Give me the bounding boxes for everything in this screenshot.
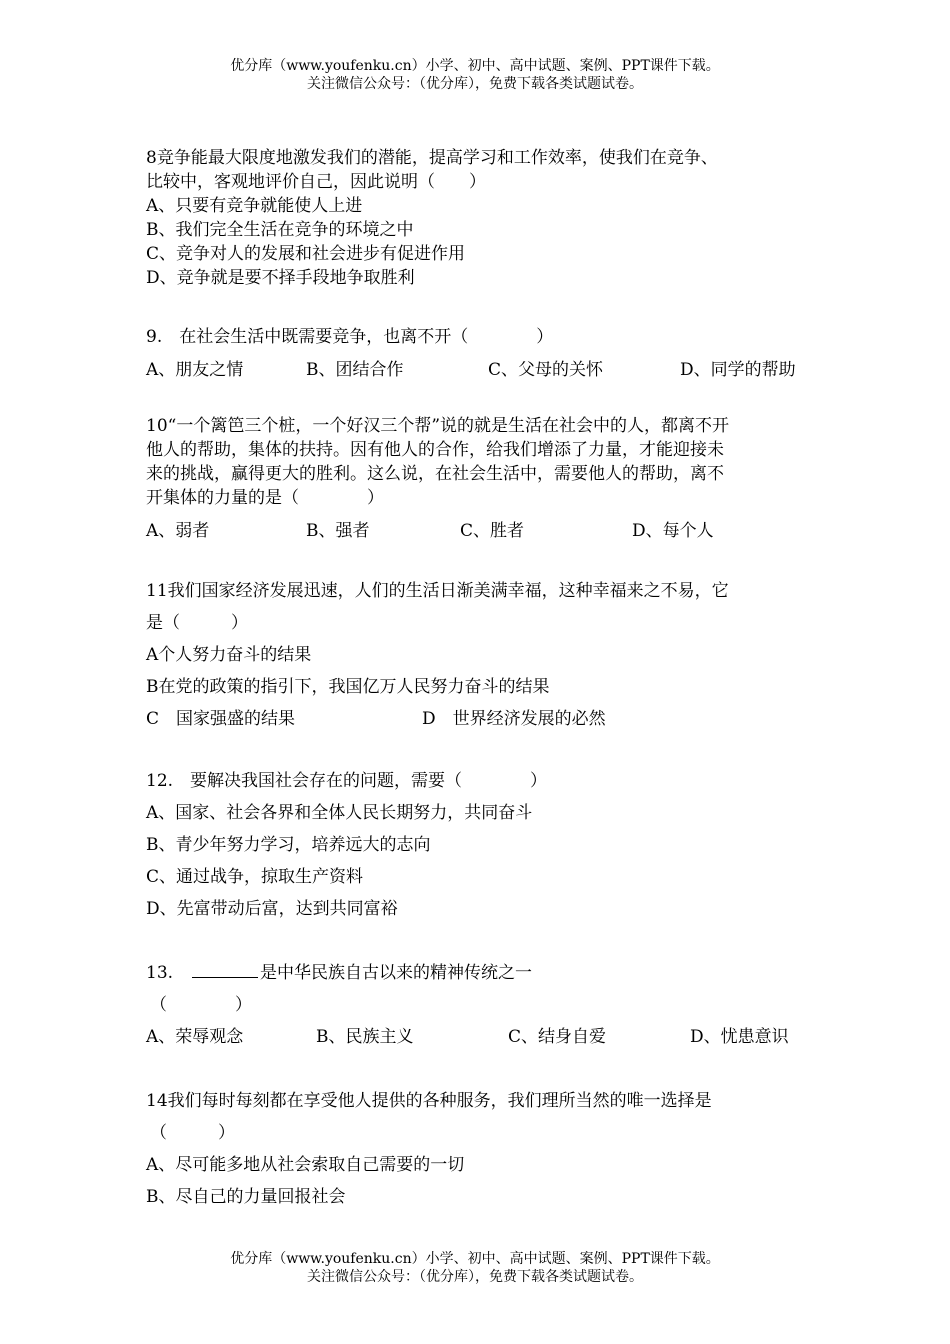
question-text-line: 比较中，客观地评价自己，因此说明（ ） xyxy=(146,172,486,192)
option-b: B、我们完全生活在竞争的环境之中 xyxy=(146,220,414,240)
question-text-line: 来的挑战，赢得更大的胜利。这么说，在社会生活中，需要他人的帮助，离不 xyxy=(146,464,724,484)
option-b: B、民族主义 xyxy=(316,1027,414,1047)
header-line-2: 关注微信公众号：（优分库），免费下载各类试题试卷。 xyxy=(307,76,643,92)
footer-line-2: 关注微信公众号：（优分库），免费下载各类试题试卷。 xyxy=(307,1269,643,1285)
question-stem: 9. 在社会生活中既需要竞争，也离不开（ ） xyxy=(146,327,554,347)
option-a: A、荣辱观念 xyxy=(146,1027,244,1047)
option-c: C、结身自爱 xyxy=(508,1027,607,1047)
question-stem: 12. 要解决我国社会存在的问题，需要（ ） xyxy=(146,771,548,791)
question-text-line: 10“一个篱笆三个桩，一个好汉三个帮”说的就是生活在社会中的人，都离不开 xyxy=(146,416,730,436)
question-text-line: 是（ ） xyxy=(146,613,248,633)
option-d: D、每个人 xyxy=(632,521,714,541)
option-a: A、朋友之情 xyxy=(146,360,244,380)
page-header xyxy=(0,57,950,93)
option-a: A、弱者 xyxy=(146,521,210,541)
question-text-line: 8竞争能最大限度地激发我们的潜能，提高学习和工作效率，使我们在竞争、 xyxy=(146,148,718,168)
option-c: C、竞争对人的发展和社会进步有促进作用 xyxy=(146,244,466,264)
question-9 xyxy=(146,325,806,385)
question-12 xyxy=(146,765,806,925)
option-c: C、通过战争，掠取生产资料 xyxy=(146,867,364,887)
option-d: D、竞争就是要不择手段地争取胜利 xyxy=(146,268,415,288)
option-c: C 国家强盛的结果 xyxy=(146,709,296,729)
footer-line-1: 优分库（www.youfenku.cn）小学、初中、高中试题、案例、PPT课件下载。 xyxy=(230,1251,720,1267)
option-a: A、只要有竞争就能使人上进 xyxy=(146,196,363,216)
question-text-line: 11我们国家经济发展迅速，人们的生活日渐美满幸福，这种幸福来之不易，它 xyxy=(146,581,729,601)
question-8 xyxy=(146,146,806,290)
question-text: 是中华民族自古以来的精神传统之一 xyxy=(260,963,533,983)
option-d: D、忧患意识 xyxy=(690,1027,789,1047)
question-stem: 14我们每时每刻都在享受他人提供的各种服务，我们理所当然的唯一选择是 xyxy=(146,1091,712,1111)
option-a: A、国家、社会各界和全体人民长期努力，共同奋斗 xyxy=(146,803,533,823)
question-11 xyxy=(146,575,806,735)
option-c: C、胜者 xyxy=(460,521,525,541)
option-d: D、先富带动后富，达到共同富裕 xyxy=(146,899,398,919)
option-b: B、尽自己的力量回报社会 xyxy=(146,1187,346,1207)
answer-paren: （ ） xyxy=(150,995,252,1015)
option-b: B、团结合作 xyxy=(306,360,404,380)
question-number: 13. xyxy=(146,963,191,983)
page-footer xyxy=(0,1250,950,1286)
header-line-1: 优分库（www.youfenku.cn）小学、初中、高中试题、案例、PPT课件下载。 xyxy=(230,58,720,74)
option-a: A个人努力奋斗的结果 xyxy=(146,645,312,665)
answer-paren: （ ） xyxy=(150,1123,235,1143)
question-13 xyxy=(146,957,806,1053)
option-b: B、青少年努力学习，培养远大的志向 xyxy=(146,835,431,855)
option-d: D、同学的帮助 xyxy=(680,360,796,380)
question-stem xyxy=(146,957,806,989)
fill-blank xyxy=(192,963,258,978)
question-14 xyxy=(146,1085,806,1213)
option-d: D 世界经济发展的必然 xyxy=(422,709,606,729)
question-text-line: 开集体的力量的是（ ） xyxy=(146,488,384,508)
question-text-line: 他人的帮助，集体的扶持。因有他人的合作，给我们增添了力量，才能迎接未 xyxy=(146,440,724,460)
question-10 xyxy=(146,414,806,546)
option-a: A、尽可能多地从社会索取自己需要的一切 xyxy=(146,1155,465,1175)
option-c: C、父母的关怀 xyxy=(488,360,604,380)
option-b: B在党的政策的指引下，我国亿万人民努力奋斗的结果 xyxy=(146,677,550,697)
option-b: B、强者 xyxy=(306,521,370,541)
